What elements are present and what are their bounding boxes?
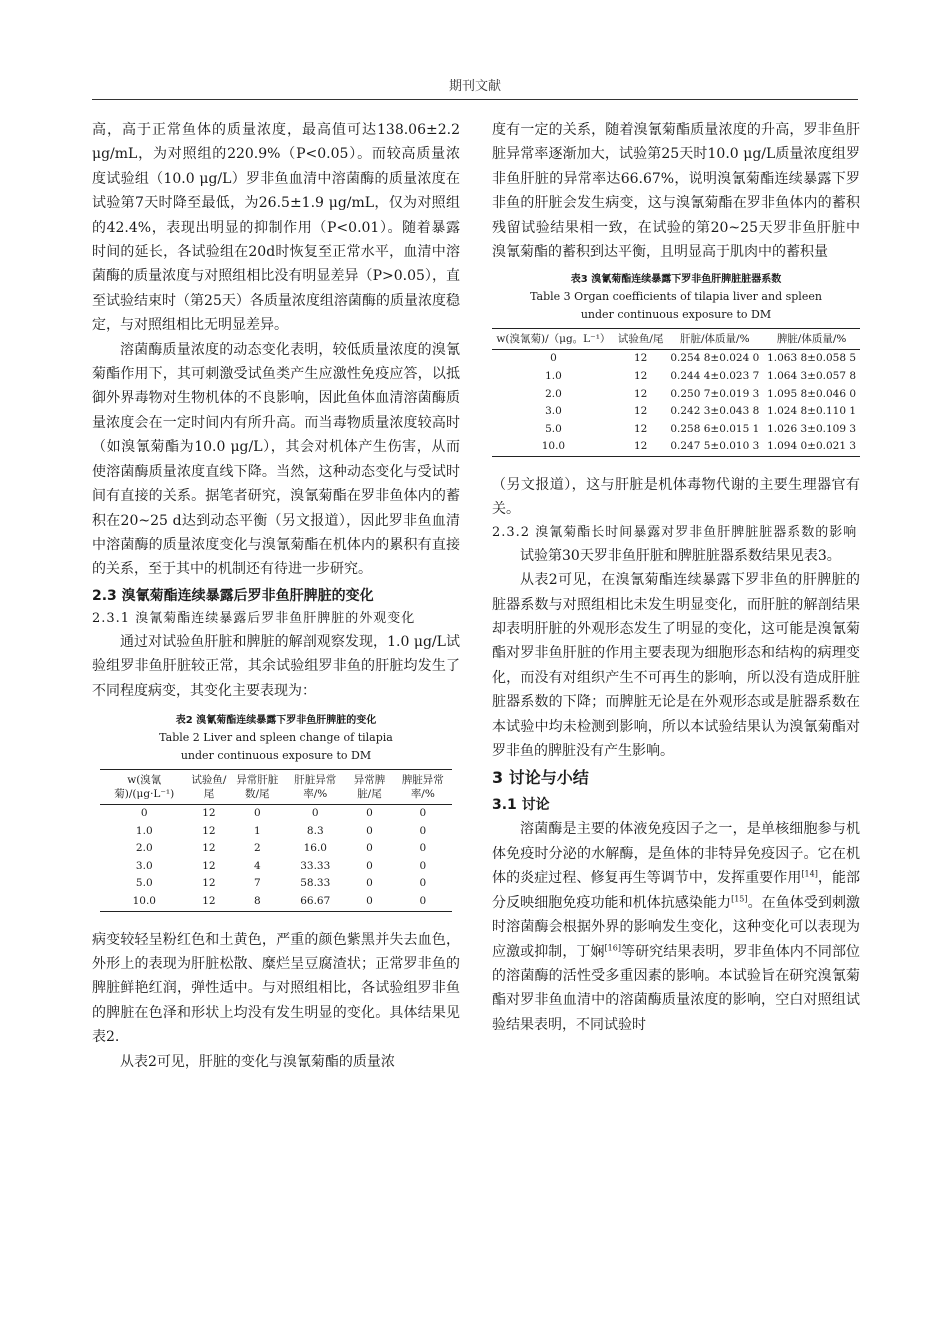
paragraph: 从表2可见，在溴氰菊酯连续暴露下罗非鱼的肝脾脏的脏器系数与对照组相比未发生明显变化，而肝脏的解剖结果却表明肝脏的外观形态发生了明显的变化，这可能是溴氰菊酯对罗非鱼肝脏的作用主要表现为细胞形态和结构的病理变化，而没有对组织产生不可再生的影响，所以没有造成肝脏脏器系数的下降；而脾脏无论是在外观形态或是脏器系数在本试验中均未检测到影响，所以本试验结果认为溴氰菊酯对罗非鱼的脾脏没有产生影响。	[492, 572, 860, 760]
paragraph: 溶菌酶质量浓度的动态变化表明，较低质量浓度的溴氰菊酯作用下，其可刺激受试鱼类产生应激性免疫应答，以抵御外界毒物对生物机体的不良影响，因此鱼体血清溶菌酶质量浓度会在一定时间内有所升高。而当毒物质量浓度较高时（如溴氰菊酯为10.0 μg/L），其会对机体产生伤害，从而使溶菌酶质量浓度直线下降。当然，这种动态变化与受试时间有直接的关系。据笔者研究，溴氰菊酯在罗非鱼体内的蓄积在20~25 d达到动态平衡（另文报道），因此罗非鱼血清中溶菌酶的质量浓度变化与溴氰菊酯在机体内的累积有直接的关系，至于其中的机制还有待进一步研究。	[92, 341, 460, 578]
table-cell: 12	[202, 877, 216, 890]
left-column	[92, 118, 460, 1074]
table-row	[492, 386, 860, 404]
table-cell: 4	[253, 859, 261, 872]
table-cell: 12	[189, 893, 230, 911]
table-cell: 1	[253, 824, 261, 837]
table-2	[100, 713, 452, 912]
column-header: 肝脏/体质量/%	[666, 329, 763, 350]
table-cell: 0	[366, 859, 373, 872]
table-cell: 0	[345, 893, 393, 911]
section-heading-2-3: 2.3 溴氰菊酯连续暴露后罗非鱼肝脾脏的变化	[92, 587, 374, 604]
table-caption-en: Table 2 Liver and spleen change of tilapia	[159, 730, 393, 744]
table-cell: 12	[633, 370, 648, 383]
table-cell: 5.0	[545, 422, 562, 435]
table-cell: 0	[366, 806, 373, 819]
table-cell: 5.0	[135, 877, 153, 890]
table-cell: 12	[633, 352, 648, 365]
table-cell: 0	[419, 859, 427, 872]
table-cell: 2	[253, 842, 261, 855]
table-cell: 0.250 7±0.019 3	[670, 387, 760, 400]
table-cell: 0	[366, 824, 373, 837]
paragraph: （另文报道），这与肝脏是机体毒物代谢的主要生理器官有关。	[492, 477, 860, 518]
table-cell: 0.244 4±0.023 7	[670, 370, 760, 383]
table-cell: 3.0	[135, 859, 153, 872]
table-cell: 0	[311, 806, 319, 819]
table-cell: 0	[253, 806, 261, 819]
column-header: w(溴氰菊)/(μg·L⁻¹)	[100, 769, 189, 804]
table-cell: 0.254 8±0.024 0	[670, 352, 760, 365]
table-cell: 0	[419, 806, 427, 819]
subsection-heading-2-3-1: 2.3.1 溴氰菊酯连续暴露后罗非鱼肝脾脏的外观变化	[92, 610, 416, 626]
column-header: 脾脏/体质量/%	[763, 329, 860, 350]
column-header: 试验鱼/尾	[189, 769, 230, 804]
table-cell: 33.33	[300, 859, 331, 872]
table-cell: 1.0	[135, 824, 153, 837]
table-cell: 10.0	[100, 893, 189, 911]
data-table	[100, 769, 452, 912]
table-cell: 0	[419, 877, 427, 890]
text-run: ，能部分反映细胞免疫功能和机体抗感染能力	[492, 870, 861, 911]
table-row	[492, 350, 860, 368]
table-row	[492, 403, 860, 421]
table-cell: 1.063 8±0.058 5	[767, 352, 857, 365]
column-header: 肝脏异常率/%	[285, 769, 345, 804]
table-cell: 1.026 3±0.109 3	[767, 422, 857, 435]
table-cell: 0	[419, 824, 427, 837]
table-row	[492, 438, 860, 456]
table-cell: 8.3	[306, 824, 324, 837]
table-cell: 0	[140, 806, 148, 819]
text-run: 等研究结果表明，罗非鱼体内不同部位的溶菌酶的活性受多重因素的影响。本试验旨在研究溴氰菊酯对罗非鱼血清中的溶菌酶质量浓度的影响，空白对照组试验结果表明，不同试验时	[492, 943, 861, 1033]
table-cell: 0	[419, 842, 427, 855]
citation: [16]	[604, 942, 621, 952]
table-cell: 0	[550, 352, 557, 365]
table-cell: 1.095 8±0.046 0	[767, 387, 857, 400]
table-cell: 7	[253, 877, 261, 890]
table-cell: 1.024 8±0.110 1	[767, 405, 857, 418]
table-cell: 0	[394, 893, 452, 911]
table-cell: 12	[615, 438, 667, 456]
table-cell: 12	[633, 422, 648, 435]
table-cell: 1.064 3±0.057 8	[767, 370, 857, 383]
table-cell: 2.0	[135, 842, 153, 855]
paragraph: 从表2可见，肝脏的变化与溴氰菊酯的质量浓	[120, 1053, 395, 1070]
right-column	[492, 118, 860, 1037]
table-caption-en: Table 3 Organ coefficients of tilapia liver and spleen	[530, 290, 822, 304]
table-cell: 0.258 6±0.015 1	[670, 422, 760, 435]
table-cell: 12	[202, 859, 216, 872]
table-cell: 12	[202, 806, 216, 819]
column-header: 异常肝脏数/尾	[229, 769, 285, 804]
subsection-heading-2-3-2: 2.3.2 溴氰菊酯长时间暴露对罗非鱼肝脾脏脏器系数的影响	[492, 524, 858, 540]
table-cell: 3.0	[545, 405, 562, 418]
table-cell: 10.0	[492, 438, 615, 456]
data-table	[492, 328, 860, 457]
table-row	[100, 840, 452, 858]
table-cell: 66.67	[285, 893, 345, 911]
paragraph	[492, 817, 860, 1037]
column-header: w(溴氰菊)/（μg。L⁻¹）	[492, 329, 615, 350]
table-cell: 12	[633, 387, 648, 400]
paragraph: 通过对试验鱼肝脏和脾脏的解剖观察发现，1.0 μg/L试验组罗非鱼肝脏较正常，其余试验组罗非鱼的肝脏均发生了不同程度病变，其变化主要表现为：	[92, 633, 460, 699]
table-caption-cn: 表2 溴氰菊酯连续暴露下罗非鱼肝脾脏的变化	[175, 714, 377, 726]
table-cell: 0	[366, 877, 373, 890]
table-row	[100, 858, 452, 876]
table-caption-en: under continuous exposure to DM	[180, 748, 372, 762]
text-run: 。在鱼体受到刺激时溶菌酶会根据外界的影响发生变化，这种变化可以表现为应激或抑制，丁娴	[492, 894, 861, 960]
table-cell: 8	[229, 893, 285, 911]
table-row	[100, 893, 452, 911]
section-heading-3-1: 3.1 讨论	[492, 797, 550, 814]
table-caption-en: under continuous exposure to DM	[580, 308, 772, 322]
table-cell: 12	[633, 405, 648, 418]
table-row	[492, 368, 860, 386]
table-cell: 0	[366, 842, 373, 855]
column-header: 异常脾脏/尾	[345, 769, 393, 804]
header-rule	[92, 99, 858, 100]
section-heading-3: 3 讨论与小结	[492, 768, 589, 788]
table-caption-cn: 表3 溴氰菊酯连续暴露下罗非鱼肝脾脏脏器系数	[570, 274, 782, 286]
table-cell: 58.33	[300, 877, 331, 890]
table-3	[492, 272, 860, 457]
paragraph: 试验第30天罗非鱼肝脏和脾脏脏器系数结果见表3。	[520, 547, 841, 564]
table-row	[100, 804, 452, 822]
text-run: 溶菌酶是主要的体液免疫因子之一，是单核细胞参与机体免疫时分泌的水解酶，是鱼体的非特异免疫因子。它在机体的炎症过程、修复再生等调节中，发挥重要作用	[492, 821, 860, 887]
table-cell: 1.0	[545, 370, 562, 383]
table-cell: 2.0	[545, 387, 562, 400]
table-cell: 12	[202, 842, 216, 855]
table-cell: 0.242 3±0.043 8	[670, 405, 760, 418]
citation: [15]	[731, 894, 748, 904]
citation: [14]	[801, 869, 818, 879]
table-cell: 1.094 0±0.021 3	[763, 438, 860, 456]
table-row	[100, 875, 452, 893]
table-cell: 0.247 5±0.010 3	[666, 438, 763, 456]
paragraph: 度有一定的关系，随着溴氰菊酯质量浓度的升高，罗非鱼肝脏异常率逐渐加大，试验第25天时10.0 μg/L质量浓度组罗非鱼肝脏的异常率达66.67%，说明溴氰菊酯连续暴露下罗非鱼的肝脏会发生病变，这与溴氰菊酯在罗非鱼体内的蓄积残留试验结果相一致，在试验的第20~25天罗非鱼肝脏中溴氰菊酯的蓄积到达平衡，且明显高于肌肉中的蓄积量	[492, 122, 860, 261]
column-header: 脾脏异常率/%	[394, 769, 452, 804]
column-header: 试验鱼/尾	[615, 329, 667, 350]
table-cell: 12	[202, 824, 216, 837]
running-header: 期刊文献	[448, 79, 501, 94]
table-row	[492, 421, 860, 439]
paragraph: 高，高于正常鱼体的质量浓度，最高值可达138.06±2.2 μg/mL，为对照组的220.9%（P<0.05）。而较高质量浓度试验组（10.0 μg/L）罗非鱼血清中溶菌酶的质量浓度在试验第7天时降至最低，为26.5±1.9 μg/mL，仅为对照组的42.4%，表现出明显的抑制作用（P<0.01）。随着暴露时间的延长，各试验组在20d时恢复至正常水平，血清中溶菌酶的质量浓度与对照组相比没有明显差异（P>0.05），直至试验结束时（第25天）各质量浓度组溶菌酶的质量浓度稳定，与对照组相比无明显差异。	[92, 122, 460, 334]
paragraph: 病变较轻呈粉红色和土黄色，严重的颜色紫黑并失去血色，外形上的表现为肝脏松散、糜烂呈豆腐渣状；正常罗非鱼的脾脏鲜艳红润，弹性适中。与对照组相比，各试验组罗非鱼的脾脏在色泽和形状上均没有发生明显的变化。具体结果见表2.	[92, 931, 460, 1046]
table-cell: 16.0	[303, 842, 327, 855]
table-row	[100, 823, 452, 841]
